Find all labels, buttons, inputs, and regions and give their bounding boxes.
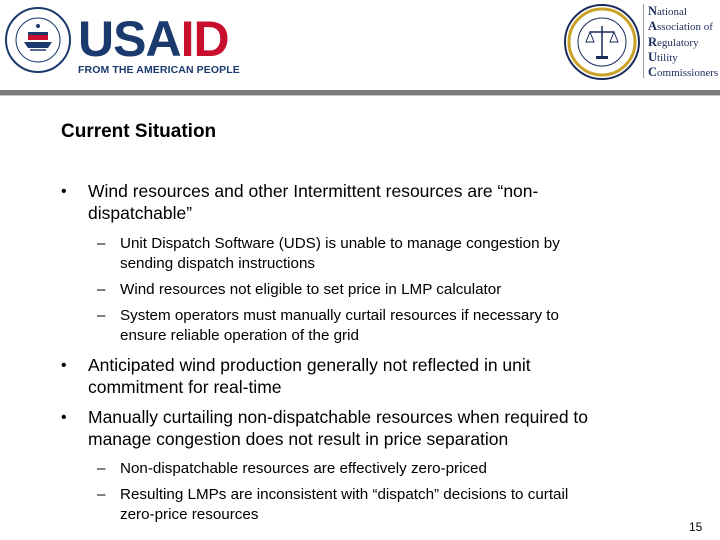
bullet-text-line: commitment for real-time: [88, 377, 282, 397]
page-number: 15: [689, 520, 703, 534]
sub-bullet-text-line: Unit Dispatch Software (UDS) is unable to manage congestion by: [120, 235, 560, 252]
naruc-line: Association of: [648, 19, 713, 34]
bullet-text-line: Anticipated wind production generally not reflected in unit: [88, 355, 531, 375]
sub-bullet-marker: –: [97, 307, 106, 324]
sub-bullet-text-line: sending dispatch instructions: [120, 255, 316, 272]
sub-bullet-text-line: Resulting LMPs are inconsistent with “dispatch” decisions to curtail: [120, 486, 569, 503]
sub-bullet-marker: –: [97, 281, 106, 298]
sub-bullet-marker: –: [97, 486, 106, 503]
bullet-marker: •: [61, 183, 67, 200]
sub-bullet-marker: –: [97, 235, 106, 252]
naruc-line: Commissioners: [648, 65, 719, 80]
usaid-wordmark: USAID: [78, 11, 229, 67]
naruc-line: Utility: [648, 49, 678, 64]
slide-title: Current Situation: [61, 121, 217, 142]
usaid-tagline: FROM THE AMERICAN PEOPLE: [78, 64, 240, 76]
sub-bullet-text-line: System operators must manually curtail resources if necessary to: [120, 307, 559, 324]
bullet-text-line: Wind resources and other Intermittent resources are “non-: [88, 181, 539, 201]
bullet-text-line: dispatchable”: [88, 203, 193, 223]
bullet-marker: •: [61, 357, 67, 374]
sub-bullet-text-line: Non-dispatchable resources are effectively zero-priced: [120, 460, 487, 477]
sub-bullet-text-line: ensure reliable operation of the grid: [120, 327, 359, 344]
sub-bullet-text-line: zero-price resources: [120, 506, 259, 523]
sub-bullet-text-line: Wind resources not eligible to set price in LMP calculator: [120, 281, 502, 298]
naruc-line: National: [648, 4, 687, 18]
bullet-text-line: manage congestion does not result in price separation: [88, 429, 509, 449]
bullet-marker: •: [61, 409, 67, 426]
bullet-text-line: Manually curtailing non-dispatchable resources when required to: [88, 407, 589, 427]
sub-bullet-marker: –: [97, 460, 106, 477]
naruc-line: Regulatory: [648, 34, 699, 49]
